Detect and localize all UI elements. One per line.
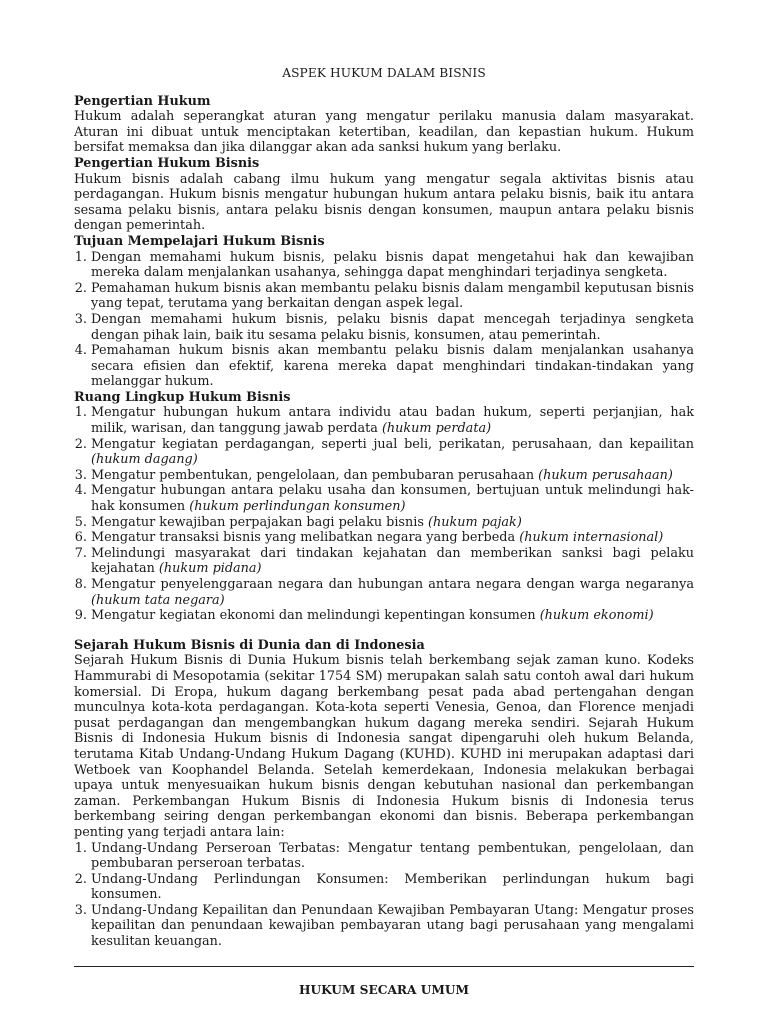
next-section-title: HUKUM SECARA UMUM xyxy=(299,982,469,997)
scope-text: Mengatur hubungan antara pelaku usaha dan konsumen, bertujuan untuk melindungi hak-hak konsumen xyxy=(91,483,694,515)
scope-text: Mengatur hubungan hukum antara individu atau badan hukum, seperti perjanjian, hak milik, warisan, dan tanggung jawab perdata xyxy=(91,405,694,437)
list-item xyxy=(91,546,694,577)
section-heading-ruang-lingkup: Ruang Lingkup Hukum Bisnis xyxy=(74,389,291,405)
document-title: ASPEK HUKUM DALAM BISNIS xyxy=(282,66,486,80)
section-heading-pengertian-hukum: Pengertian Hukum xyxy=(74,93,211,109)
scope-text: Mengatur kegiatan perdagangan, seperti jual beli, perikatan, perusahaan, dan kepailitan xyxy=(91,436,694,452)
list-item xyxy=(91,468,694,484)
list-item xyxy=(91,437,694,468)
scope-text: Mengatur penyelenggaraan negara dan hubungan antara negara dengan warga negaranya xyxy=(91,577,694,592)
scope-tag: (hukum tata negara) xyxy=(91,592,225,608)
section-text-pengertian-hukum: Hukum adalah seperangkat aturan yang mengatur perilaku manusia dalam masyarakat. Aturan ini dibuat untuk menciptakan ketertiban, keadilan, dan kepastian hukum. Hukum bersifat memaksa dan jika dilanggar akan ada sanksi hukum yang berlaku. xyxy=(74,109,694,156)
list-item xyxy=(91,405,694,436)
list-item: 2. Pemahaman hukum bisnis akan membantu pelaku bisnis dalam mengambil keputusan bisnis yang tepat, terutama yang berkaitan dengan aspek legal. xyxy=(91,281,694,312)
list-item xyxy=(91,577,694,608)
tujuan-list xyxy=(74,250,694,390)
section-text-sejarah: Sejarah Hukum Bisnis di Dunia Hukum bisnis telah berkembang sejak zaman kuno. Kodeks Hammurabi di Mesopotamia (sekitar 1754 SM) merupakan salah satu contoh awal dari hukum komersial. Di Eropa, hukum dagang berkembang pesat pada abad pertengahan dengan munculnya kota-kota perdagangan. Kota-kota seperti Venesia, Genoa, dan Florence menjadi pusat perdagangan dan mengembangkan hukum dagang mereka sendiri. Sejarah Hukum Bisnis di Indonesia Hukum bisnis di Indonesia sangat dipengaruhi oleh hukum Belanda, terutama Kitab Undang-Undang Hukum Dagang (KUHD). KUHD ini merupakan adaptasi dari Wetboek van Koophandel Belanda. Setelah kemerdekaan, Indonesia melakukan berbagai upaya untuk menyesuaikan hukum bisnis dengan kebutuhan nasional dan perkembangan zaman. Perkembangan Hukum Bisnis di Indonesia Hukum bisnis di Indonesia terus berkembang seiring dengan perkembangan ekonomi dan bisnis. Beberapa perkembangan penting yang terjadi antara lain: xyxy=(74,653,694,840)
scope-text: Mengatur transaksi bisnis yang melibatkan negara yang berbeda xyxy=(91,530,516,546)
list-item xyxy=(91,483,694,514)
list-item: 2. Undang-Undang Perlindungan Konsumen: Memberikan perlindungan hukum bagi konsumen. xyxy=(91,872,694,903)
perkembangan-list xyxy=(74,841,694,950)
scope-tag: (hukum pidana) xyxy=(158,561,262,577)
list-item: 3. Undang-Undang Kepailitan dan Penundaan Kewajiban Pembayaran Utang: Mengatur proses kepailitan dan penundaan kewajiban pembayaran utang bagi perusahaan yang mengalami kesulitan keuangan. xyxy=(91,903,694,950)
section-text-pengertian-hukum-bisnis: Hukum bisnis adalah cabang ilmu hukum yang mengatur segala aktivitas bisnis atau perdagangan. Hukum bisnis mengatur hubungan hukum antara pelaku bisnis, baik itu antara sesama pelaku bisnis, antara pelaku bisnis dengan konsumen, maupun antara pelaku bisnis dengan pemerintah. xyxy=(74,171,694,234)
list-item xyxy=(91,608,694,624)
list-item xyxy=(91,530,694,546)
list-item: 4. Pemahaman hukum bisnis akan membantu pelaku bisnis dalam menjalankan usahanya secara efisien dan efektif, karena mereka dapat menghindari tindakan-tindakan yang melanggar hukum. xyxy=(91,343,694,390)
scope-tag: (hukum perusahaan) xyxy=(538,467,673,483)
section-spacer xyxy=(74,624,694,638)
section-heading-sejarah: Sejarah Hukum Bisnis di Dunia dan di Indonesia xyxy=(74,637,425,653)
scope-text: Mengatur kegiatan ekonomi dan melindungi kepentingan konsumen xyxy=(91,608,536,624)
ruang-lingkup-list xyxy=(74,405,694,623)
section-heading-pengertian-hukum-bisnis: Pengertian Hukum Bisnis xyxy=(74,155,260,171)
section-heading-tujuan: Tujuan Mempelajari Hukum Bisnis xyxy=(74,233,325,249)
list-item: 1. Undang-Undang Perseroan Terbatas: Mengatur tentang pembentukan, pengelolaan, dan pembubaran perseroan terbatas. xyxy=(91,841,694,872)
scope-tag: (hukum internasional) xyxy=(519,530,664,546)
scope-tag: (hukum pajak) xyxy=(427,514,522,530)
scope-text: Mengatur kewajiban perpajakan bagi pelaku bisnis xyxy=(91,514,424,530)
list-item: 3. Dengan memahami hukum bisnis, pelaku bisnis dapat mencegah terjadinya sengketa dengan pihak lain, baik itu sesama pelaku bisnis, konsumen, atau pemerintah. xyxy=(91,312,694,343)
scope-tag: (hukum perlindungan konsumen) xyxy=(189,499,406,515)
scope-text: Melindungi masyarakat dari tindakan kejahatan dan memberikan sanksi bagi pelaku kejahatan xyxy=(91,545,694,577)
list-item: 1. Dengan memahami hukum bisnis, pelaku bisnis dapat mengetahui hak dan kewajiban mereka dalam menjalankan usahanya, sehingga dapat menghindari terjadinya sengketa. xyxy=(91,250,694,281)
scope-tag: (hukum ekonomi) xyxy=(539,608,654,624)
scope-tag: (hukum perdata) xyxy=(381,421,492,437)
list-item xyxy=(91,515,694,531)
scope-tag: (hukum dagang) xyxy=(91,452,198,468)
page-divider xyxy=(74,966,694,967)
scope-text: Mengatur pembentukan, pengelolaan, dan pembubaran perusahaan xyxy=(91,467,535,483)
